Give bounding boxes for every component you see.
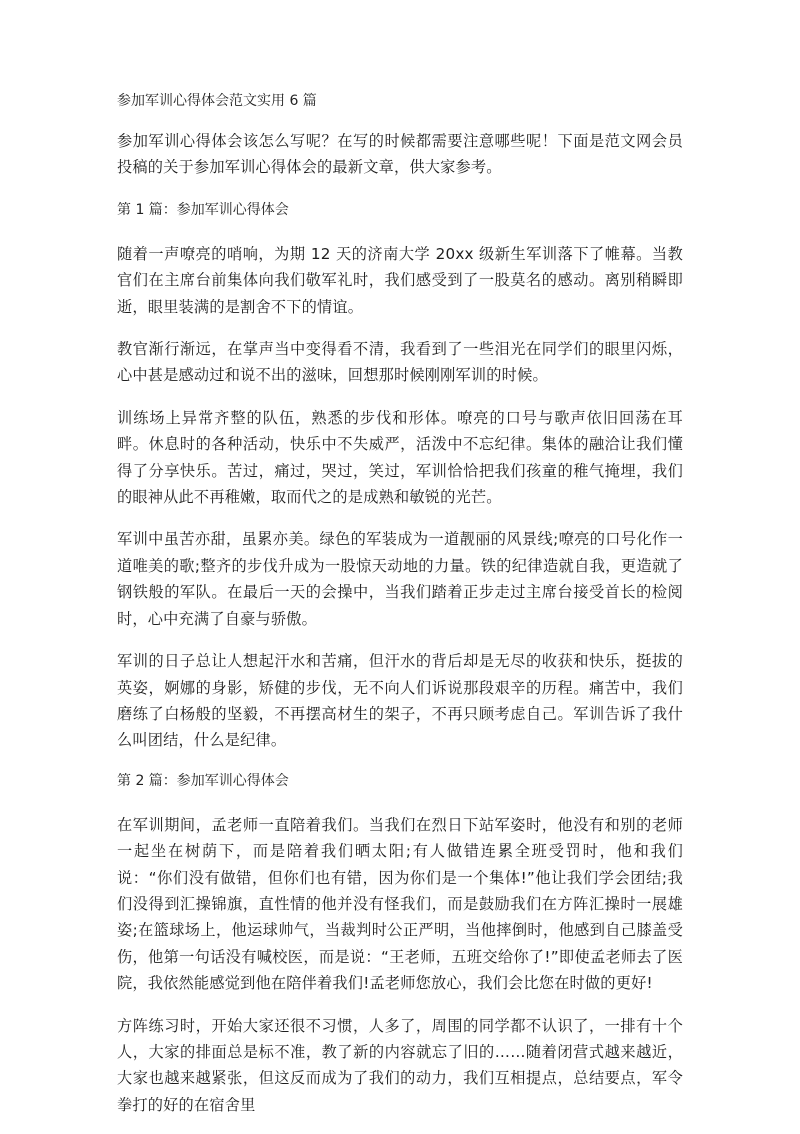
section-2-heading: 第 2 篇：参加军训心得体会 (117, 772, 289, 789)
section-2-paragraph-1: 在军训期间，孟老师一直陪着我们。当我们在烈日下站军姿时，他没有和别的老师一起坐在树荫下，而是陪着我们晒太阳;有人做错连累全班受罚时，他和我们说：“你们没有做错，但你们也有错，因为你们是一个集体!”他让我们学会团结;我们没得到汇操锦旗，直性情的他并没有怪我们，而是鼓励我们在方阵汇操时一展雄姿;在篮球场上，他运球帅气，当裁判时公正严明，当他摔倒时，他感到自己膝盖受伤，他第一句话没有喊校医，而是说：“王老师，五班交给你了!”即使孟老师去了医院，我依然能感觉到他在陪伴着我们!孟老师您放心，我们会比您在时做的更好! (117, 815, 683, 993)
intro-paragraph: 参加军训心得体会该怎么写呢？在写的时候都需要注意哪些呢！下面是范文网会员投稿的关于参加军训心得体会的最新文章，供大家参考。 (117, 132, 683, 177)
section-1-paragraph-5: 军训的日子总让人想起汗水和苦痛，但汗水的背后却是无尽的收获和快乐，挺拔的英姿，婀娜的身影，矫健的步伐，无不向人们诉说那段艰辛的历程。痛苦中，我们磨练了白杨般的坚毅，不再摆高材生的架子，不再只顾考虑自己。军训告诉了我什么叫团结，什么是纪律。 (117, 652, 683, 750)
section-1-paragraph-4: 军训中虽苦亦甜，虽累亦美。绿色的军装成为一道靓丽的风景线;嘹亮的口号化作一道唯美的歌;整齐的步伐升成为一股惊天动地的力量。铁的纪律造就自我，更造就了钢铁般的军队。在最后一天的会操中，当我们踏着正步走过主席台接受首长的检阅时，心中充满了自豪与骄傲。 (117, 530, 683, 628)
document-page (117, 90, 683, 1134)
section-1-paragraph-2: 教官渐行渐远，在掌声当中变得看不清，我看到了一些泪光在同学们的眼里闪烁，心中甚是感动过和说不出的滋味，回想那时候刚刚军训的时候。 (117, 340, 683, 385)
document-title: 参加军训心得体会范文实用 6 篇 (117, 93, 317, 109)
section-1-heading: 第 1 篇：参加军训心得体会 (117, 201, 289, 218)
section-1-paragraph-1: 随着一声嘹亮的哨响，为期 12 天的济南大学 20xx 级新生军训落下了帷幕。当教官们在主席台前集体向我们敬军礼时，我们感受到了一股莫名的感动。离别稍瞬即逝，眼里装满的是割舍不下的情谊。 (117, 244, 683, 316)
section-2-paragraph-2: 方阵练习时，开始大家还很不习惯，人多了，周围的同学都不认识了，一排有十个人，大家的排面总是标不准，教了新的内容就忘了旧的……随着闭营式越来越近，大家也越来越紧张，但这反而成为了我们的动力，我们互相提点，总结要点，军令拳打的好的在宿舍里 (117, 1016, 683, 1114)
section-1-paragraph-3: 训练场上异常齐整的队伍，熟悉的步伐和形体。嘹亮的口号与歌声依旧回荡在耳畔。休息时的各种活动，快乐中不失威严，活泼中不忘纪律。集体的融洽让我们懂得了分享快乐。苦过，痛过，哭过，笑过，军训恰恰把我们孩童的稚气掩埋，我们的眼神从此不再稚嫩，取而代之的是成熟和敏锐的光芒。 (117, 408, 683, 507)
